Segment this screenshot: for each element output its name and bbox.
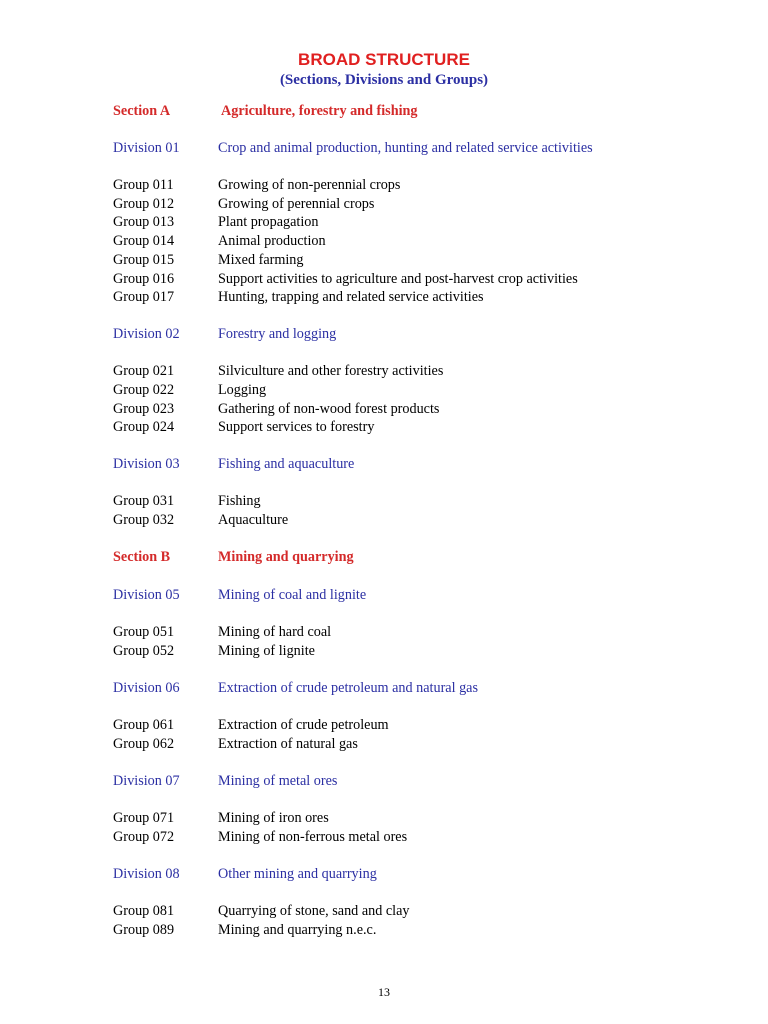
group-title: Extraction of crude petroleum	[218, 717, 389, 733]
group-title: Gathering of non-wood forest products	[218, 401, 440, 417]
group-title: Growing of perennial crops	[218, 196, 375, 212]
section-code: Section A	[113, 103, 171, 119]
group-code: Group 011	[113, 177, 174, 193]
division-title: Fishing and aquaculture	[218, 456, 355, 472]
group-code: Group 012	[113, 196, 175, 212]
group-title: Support services to forestry	[218, 419, 375, 435]
group-title: Mining of hard coal	[218, 624, 332, 640]
division-code: Division 05	[113, 587, 180, 603]
group-title: Mining of non-ferrous metal ores	[218, 829, 408, 845]
division-title: Other mining and quarrying	[218, 866, 377, 882]
division-title: Forestry and logging	[218, 326, 337, 342]
group-title: Plant propagation	[218, 214, 319, 230]
group-code: Group 081	[113, 903, 175, 919]
page-subtitle: (Sections, Divisions and Groups)	[279, 72, 489, 88]
group-title: Extraction of natural gas	[218, 736, 358, 752]
group-title: Mixed farming	[218, 252, 304, 268]
group-code: Group 062	[113, 736, 175, 752]
group-code: Group 013	[113, 214, 175, 230]
group-code: Group 024	[113, 419, 175, 435]
division-title: Mining of coal and lignite	[218, 587, 367, 603]
division-code: Division 07	[113, 773, 180, 789]
page-number: 13	[378, 985, 390, 999]
group-code: Group 014	[113, 233, 175, 249]
group-code: Group 022	[113, 382, 175, 398]
group-title: Fishing	[218, 493, 261, 509]
group-title: Silviculture and other forestry activities	[218, 363, 444, 379]
group-code: Group 023	[113, 401, 175, 417]
group-code: Group 072	[113, 829, 175, 845]
group-title: Growing of non-perennial crops	[218, 177, 401, 193]
section-title: Agriculture, forestry and fishing	[221, 103, 418, 119]
group-code: Group 015	[113, 252, 175, 268]
group-title: Quarrying of stone, sand and clay	[218, 903, 410, 919]
group-code: Group 061	[113, 717, 175, 733]
group-title: Logging	[218, 382, 267, 398]
section-title: Mining and quarrying	[218, 549, 354, 565]
group-code: Group 016	[113, 271, 175, 287]
division-title: Mining of metal ores	[218, 773, 338, 789]
group-title: Support activities to agriculture and post-harvest crop activities	[218, 271, 578, 287]
group-code: Group 032	[113, 512, 175, 528]
group-title: Mining and quarrying n.e.c.	[218, 922, 377, 938]
group-code: Group 021	[113, 363, 175, 379]
group-title: Mining of iron ores	[218, 810, 329, 826]
group-code: Group 051	[113, 624, 175, 640]
division-code: Division 02	[113, 326, 180, 342]
group-title: Mining of lignite	[218, 643, 315, 659]
group-title: Animal production	[218, 233, 326, 249]
division-title: Extraction of crude petroleum and natural gas	[218, 680, 479, 696]
group-code: Group 017	[113, 289, 175, 305]
division-code: Division 08	[113, 866, 180, 882]
division-code: Division 01	[113, 140, 180, 156]
group-title: Hunting, trapping and related service activities	[218, 289, 484, 305]
division-code: Division 06	[113, 680, 180, 696]
group-code: Group 031	[113, 493, 175, 509]
division-title: Crop and animal production, hunting and related service activities	[218, 140, 593, 156]
section-code: Section B	[113, 549, 171, 565]
group-code: Group 071	[113, 810, 175, 826]
group-code: Group 089	[113, 922, 175, 938]
group-title: Aquaculture	[218, 512, 289, 528]
group-code: Group 052	[113, 643, 175, 659]
page-title: BROAD STRUCTURE	[298, 50, 470, 69]
division-code: Division 03	[113, 456, 180, 472]
